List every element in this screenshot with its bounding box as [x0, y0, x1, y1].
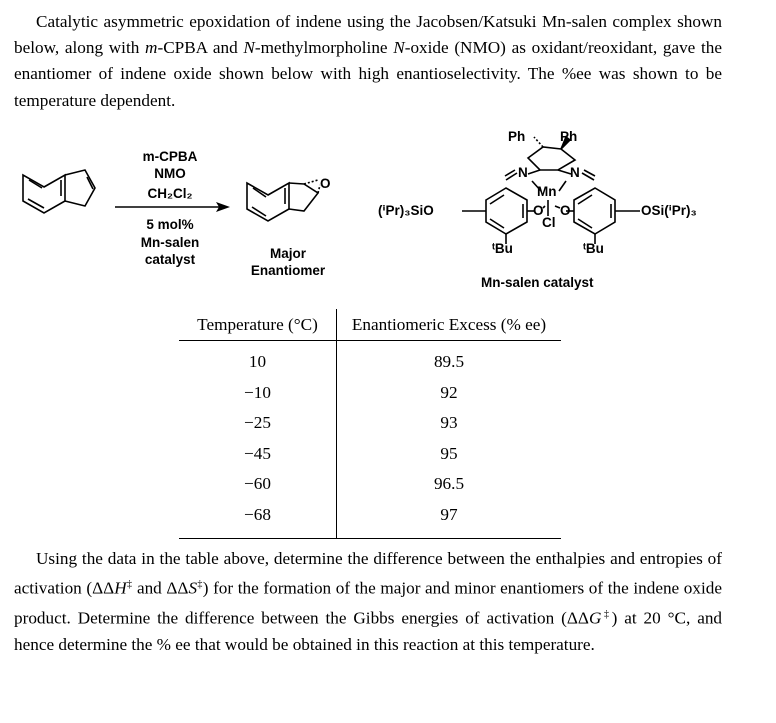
phenyl-left-label: Ph	[508, 129, 526, 144]
nitrogen-left-label: N	[518, 165, 528, 180]
table-header-row	[179, 309, 561, 341]
intro-italic-m: m	[145, 38, 158, 58]
cell-ee: 92	[440, 382, 458, 402]
conditions-below-arrow	[118, 216, 222, 268]
cell-ee: 89.5	[433, 352, 465, 372]
intro-italic-n1: N	[243, 38, 255, 58]
header-temperature: Temperature (°C)	[179, 309, 337, 341]
table-row	[179, 408, 561, 439]
cond-loading: 5 mol%	[146, 217, 194, 232]
header-ee: Enantiomeric Excess (% ee)	[337, 309, 562, 341]
indene-structure	[23, 170, 95, 213]
question-text-2: ) for the formation of the major and minor enantiomers of the indene oxide product. Determine the difference between the Gibbs energies of activation (ΔΔ	[14, 578, 722, 628]
cell-temperature: −25	[179, 408, 337, 439]
question-italic-s: S	[188, 578, 198, 598]
question-text-3: ) at 20 °C, and hence determine the % ee that would be obtained in this reaction at this temperature.	[14, 608, 723, 655]
conditions-above-arrow	[118, 148, 222, 202]
product-label-enantiomer: Enantiomer	[250, 263, 326, 278]
phenyl-right-label: Ph	[560, 129, 578, 144]
intro-italic-n2: N	[393, 38, 405, 58]
siloxy-left-label: (ⁱPr)₃SiO	[378, 203, 434, 218]
oxygen-right-label: O	[560, 203, 571, 218]
question-text-1: Using the data in the table above, determine the difference between the enthalpies and entropies of activation (ΔΔ	[14, 549, 722, 598]
cond-catalyst-1: Mn-salen	[140, 235, 200, 250]
table-row	[179, 500, 561, 539]
cell-temperature: 10	[179, 341, 337, 378]
cell-ee: 97	[337, 500, 562, 539]
question-text-and: and ΔΔ	[132, 578, 189, 598]
dagger-2: ‡	[197, 579, 203, 591]
chlorine-label: Cl	[542, 215, 556, 230]
question-paragraph	[14, 546, 722, 658]
tbu-left-label: ᵗBu	[492, 241, 513, 256]
product-label	[238, 245, 338, 279]
cond-nmo: NMO	[154, 166, 186, 181]
manganese-label: Mn	[537, 184, 557, 199]
oxygen-left-label: O	[533, 203, 544, 218]
siloxy-right-label: OSi(ⁱPr)₃	[641, 203, 697, 218]
intro-text-4: -oxide (NMO) as oxidant/reoxidant, gave the enantiomer of indene oxide shown below with high enantioselectivity. The %ee was shown to be temperature dependent.	[14, 38, 722, 110]
table-row	[179, 378, 561, 409]
dagger-1: ‡	[126, 579, 133, 591]
cell-ee: 95	[440, 443, 458, 463]
catalyst-label: Mn-salen catalyst	[481, 275, 594, 290]
table-row	[179, 469, 561, 500]
cell-ee: 93	[440, 413, 458, 433]
table-row	[179, 341, 561, 378]
reaction-scheme	[0, 0, 776, 300]
question-italic-h: H	[114, 578, 127, 598]
cell-ee: 96.5	[433, 474, 465, 494]
cell-temperature: −10	[179, 378, 337, 409]
reaction-arrow	[115, 202, 230, 212]
product-label-major: Major	[269, 246, 306, 261]
nitrogen-right-label: N	[570, 165, 580, 180]
cond-solvent: CH₂Cl₂	[147, 186, 193, 201]
dagger-3: ‡	[601, 609, 612, 621]
table-row	[179, 439, 561, 470]
epoxide-oxygen-label: O	[320, 176, 331, 191]
question-italic-g: G	[588, 608, 602, 628]
cell-temperature: −68	[179, 500, 337, 539]
cell-temperature: −60	[179, 469, 337, 500]
cell-temperature: −45	[179, 439, 337, 470]
temperature-ee-table	[179, 309, 561, 539]
indene-oxide-structure	[247, 180, 320, 221]
intro-text-3: -methylmorpholine	[254, 38, 394, 58]
tbu-right-label: ᵗBu	[583, 241, 604, 256]
intro-text-2: -CPBA and	[157, 38, 244, 58]
cond-mcpba: m-CPBA	[142, 149, 198, 164]
cond-catalyst-2: catalyst	[144, 252, 196, 267]
intro-text-1: Catalytic asymmetric epoxidation of indene using the Jacobsen/Katsuki Mn-salen complex shown below, along with	[14, 12, 722, 58]
